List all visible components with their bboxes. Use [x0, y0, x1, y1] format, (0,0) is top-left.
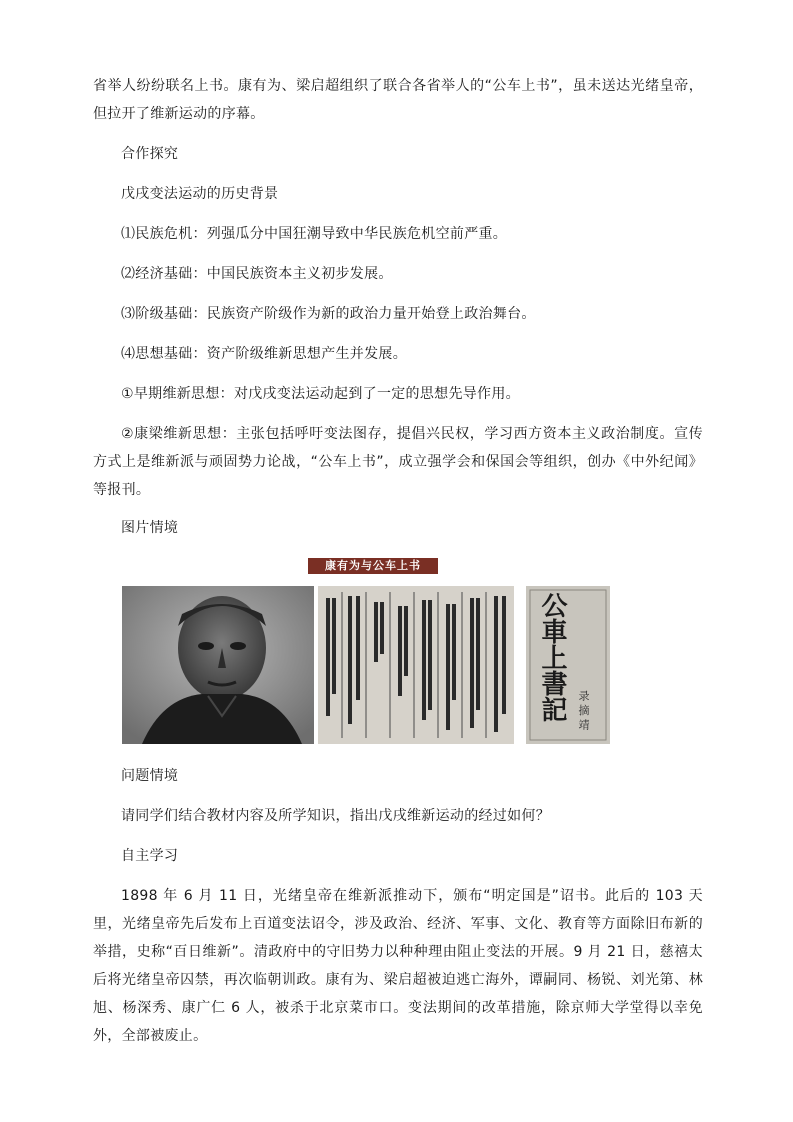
list-item-early-reform-thought: ①早期维新思想：对戊戌变法运动起到了一定的思想先导作用。 — [121, 386, 520, 402]
figure-title: 康有为与公车上书 — [308, 558, 438, 574]
cover-small-text: 录 摘 靖 — [577, 690, 590, 730]
list-item-ideological-basis: ⑷思想基础：资产阶级维新思想产生并发展。 — [121, 346, 407, 362]
kang-youwei-portrait-image — [122, 586, 314, 744]
figure-kang-youwei-gongche-shangshu — [122, 556, 610, 746]
heading-picture-context: 图片情境 — [121, 520, 179, 536]
cover-title-text: 公車上書記 — [537, 592, 567, 722]
list-item-national-crisis: ⑴民族危机：列强瓜分中国狂潮导致中华民族危机空前严重。 — [121, 226, 508, 242]
heading-hezuo-tanjiu: 合作探究 — [121, 146, 179, 162]
heading-question-context: 问题情境 — [121, 768, 179, 784]
list-item-class-basis: ⑶阶级基础：民族资产阶级作为新的政治力量开始登上政治舞台。 — [121, 306, 536, 322]
paragraph-intro: 省举人纷纷联名上书。康有为、梁启超组织了联合各省举人的“公车上书”，虽未送达光绪皇帝，但拉开了维新运动的序幕。 — [93, 78, 703, 122]
paragraph-hundred-days-reform: 1898 年 6 月 11 日，光绪皇帝在维新派推动下，颁布“明定国是”诏书。此后的 103 天里，光绪皇帝先后发布上百道变法诏令，涉及政治、经济、军事、文化、教育等方面除旧布新的举措，史称“百日维新”。清政府中的守旧势力以种种理由阻止变法的开展。9 月 21 日，慈禧太后将光绪皇帝囚禁，再次临朝训政。康有为、梁启超被迫逃亡海外，谭嗣同、杨锐、刘光第、林旭、杨深秀、康广仁 6 人，被杀于北京菜市口。变法期间的改革措施，除京师大学堂得以幸免外，全部被废止。 — [93, 888, 703, 1044]
question-text: 请同学们结合教材内容及所学知识，指出戊戌维新运动的经过如何？ — [121, 808, 550, 824]
gongche-shangshu-ji-cover-image — [526, 586, 610, 744]
gongche-shangshu-document-image — [318, 586, 514, 744]
heading-historical-background: 戊戌变法运动的历史背景 — [121, 186, 279, 202]
list-item-kang-liang-thought: ②康梁维新思想：主张包括呼吁变法图存，提倡兴民权，学习西方资本主义政治制度。宣传方式上是维新派与顽固势力论战，“公车上书”，成立强学会和保国会等组织，创办《中外纪闻》等报刊。 — [93, 426, 703, 498]
heading-self-study: 自主学习 — [121, 848, 179, 864]
list-item-economic-basis: ⑵经济基础：中国民族资本主义初步发展。 — [121, 266, 393, 282]
